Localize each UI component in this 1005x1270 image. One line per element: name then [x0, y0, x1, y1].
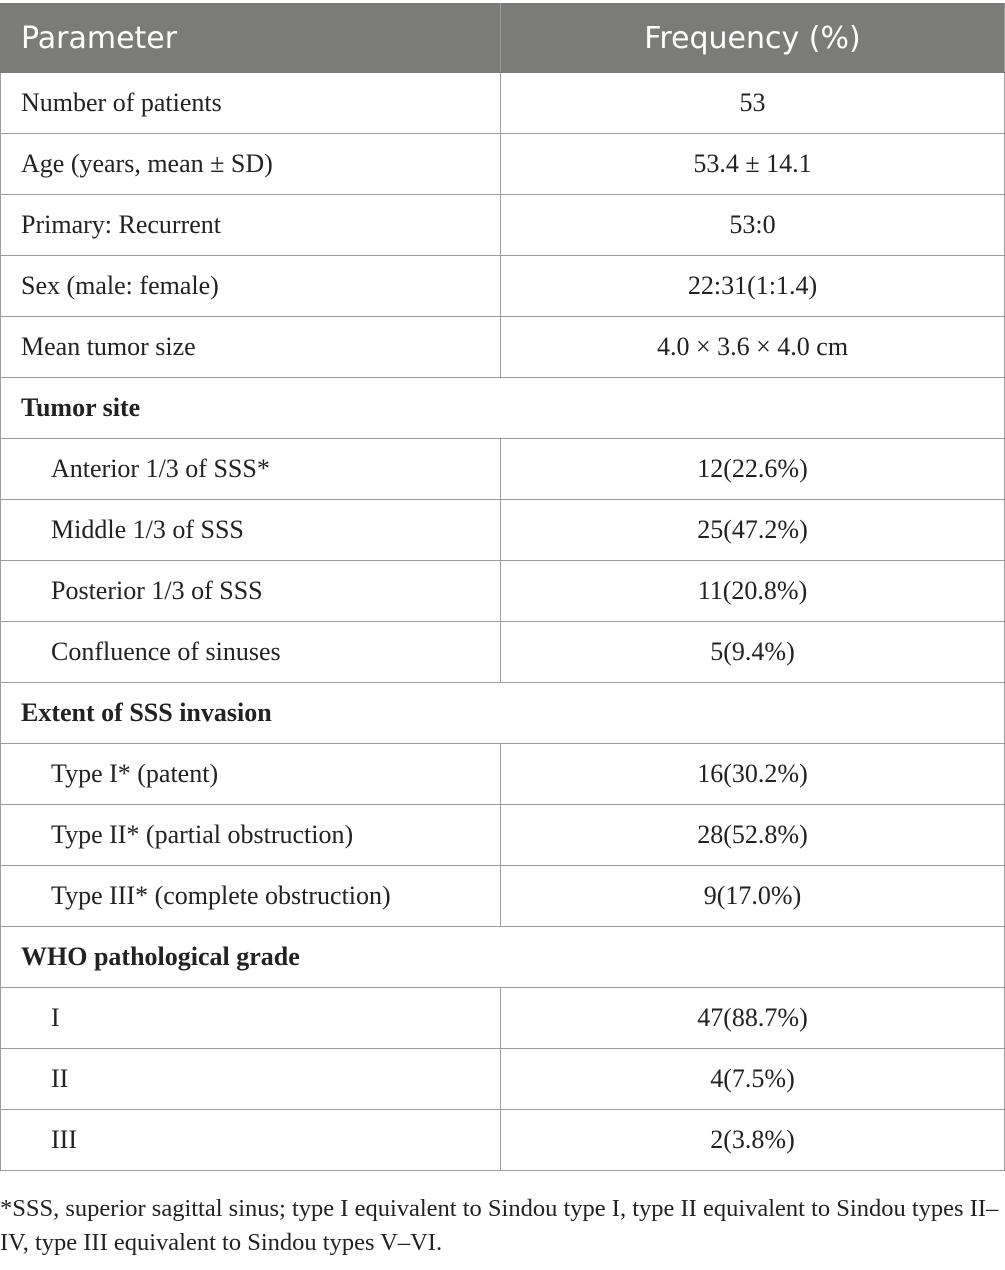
table-row [1, 134, 1005, 195]
frequency-cell: 2(3.8%) [501, 1110, 1005, 1171]
section-heading: Extent of SSS invasion [1, 683, 1005, 744]
header-frequency: Frequency (%) [501, 4, 1005, 73]
section-row [1, 683, 1005, 744]
section-row [1, 378, 1005, 439]
parameter-cell: Anterior 1/3 of SSS* [1, 439, 501, 500]
frequency-cell: 9(17.0%) [501, 866, 1005, 927]
parameter-cell: Posterior 1/3 of SSS [1, 561, 501, 622]
parameter-cell: Type III* (complete obstruction) [1, 866, 501, 927]
table-body [1, 73, 1005, 1171]
section-heading: Tumor site [1, 378, 1005, 439]
table-header-row [1, 4, 1005, 73]
table-row [1, 439, 1005, 500]
frequency-cell: 25(47.2%) [501, 500, 1005, 561]
table-row [1, 73, 1005, 134]
patient-characteristics-table [0, 3, 1005, 1171]
section-heading: WHO pathological grade [1, 927, 1005, 988]
section-row [1, 927, 1005, 988]
parameter-cell: Type II* (partial obstruction) [1, 805, 501, 866]
table-row [1, 866, 1005, 927]
table-row [1, 805, 1005, 866]
parameter-cell: Middle 1/3 of SSS [1, 500, 501, 561]
frequency-cell: 22:31(1:1.4) [501, 256, 1005, 317]
table-row [1, 622, 1005, 683]
frequency-cell: 16(30.2%) [501, 744, 1005, 805]
table-row [1, 256, 1005, 317]
parameter-cell: II [1, 1049, 501, 1110]
frequency-cell: 53.4 ± 14.1 [501, 134, 1005, 195]
table-row [1, 744, 1005, 805]
frequency-cell: 12(22.6%) [501, 439, 1005, 500]
frequency-cell: 11(20.8%) [501, 561, 1005, 622]
frequency-cell: 5(9.4%) [501, 622, 1005, 683]
frequency-cell: 53:0 [501, 195, 1005, 256]
frequency-cell: 28(52.8%) [501, 805, 1005, 866]
table-row [1, 195, 1005, 256]
table-row [1, 1110, 1005, 1171]
parameter-cell: III [1, 1110, 501, 1171]
table-row [1, 317, 1005, 378]
parameter-cell: Confluence of sinuses [1, 622, 501, 683]
table-row [1, 500, 1005, 561]
parameter-cell: I [1, 988, 501, 1049]
frequency-cell: 53 [501, 73, 1005, 134]
frequency-cell: 4.0 × 3.6 × 4.0 cm [501, 317, 1005, 378]
parameter-cell: Sex (male: female) [1, 256, 501, 317]
header-parameter: Parameter [1, 4, 501, 73]
table-row [1, 988, 1005, 1049]
parameter-cell: Number of patients [1, 73, 501, 134]
frequency-cell: 47(88.7%) [501, 988, 1005, 1049]
parameter-cell: Primary: Recurrent [1, 195, 501, 256]
parameter-cell: Age (years, mean ± SD) [1, 134, 501, 195]
parameter-cell: Type I* (patent) [1, 744, 501, 805]
frequency-cell: 4(7.5%) [501, 1049, 1005, 1110]
table-footnote: *SSS, superior sagittal sinus; type I equivalent to Sindou type I, type II equivalent to Sindou types II–IV, type III equivalent to Sindou types V–VI. [0, 1195, 999, 1256]
table-row [1, 561, 1005, 622]
parameter-cell: Mean tumor size [1, 317, 501, 378]
table-row [1, 1049, 1005, 1110]
